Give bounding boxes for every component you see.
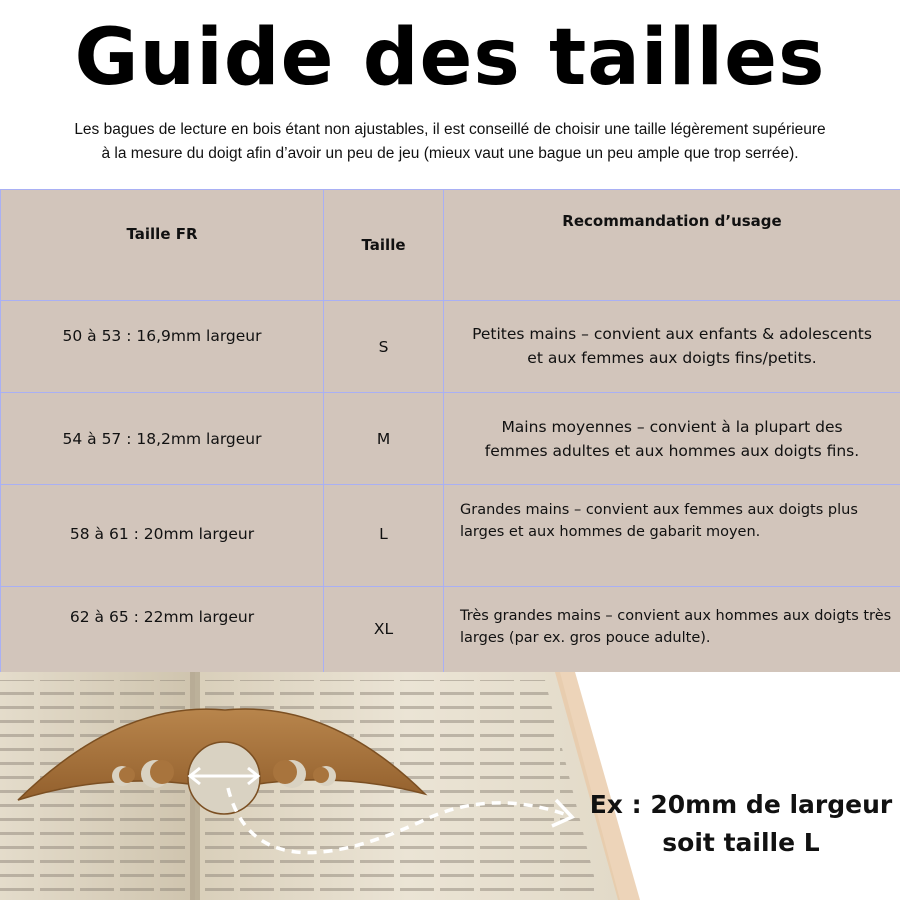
cell-usage xyxy=(444,393,900,485)
example-caption xyxy=(582,786,900,862)
usage-line-2: et aux femmes aux doigts fins/petits. xyxy=(527,349,817,367)
cell-size-fr xyxy=(1,301,324,393)
header-size-fr xyxy=(1,190,324,301)
usage-line-1: Très grandes mains – convient aux hommes aux doigts très xyxy=(460,608,892,624)
intro-line-2: à la mesure du doigt afin d’avoir un peu de jeu (mieux vaut une bague un peu ample que trop serrée). xyxy=(101,145,799,162)
header-size-label: Taille xyxy=(361,236,406,254)
usage-line-1: Grandes mains – convient aux femmes aux doigts plus xyxy=(460,502,858,518)
intro-line-1: Les bagues de lecture en bois étant non ajustables, il est conseillé de choisir une taille légèrement supérieure xyxy=(74,121,826,138)
table-row xyxy=(1,587,900,673)
size-value: XL xyxy=(373,620,394,638)
header-size-fr-label: Taille FR xyxy=(126,225,198,243)
usage-line-2: larges et aux hommes de gabarit moyen. xyxy=(460,524,761,540)
table-row xyxy=(1,301,900,393)
cell-usage xyxy=(444,485,900,587)
page-title: Guide des tailles xyxy=(74,13,826,103)
table-row xyxy=(1,485,900,587)
cell-size-fr xyxy=(1,587,324,673)
cell-size xyxy=(324,301,444,393)
usage-line-1: Mains moyennes – convient à la plupart des xyxy=(501,418,843,436)
usage-line-2: femmes adultes et aux hommes aux doigts fins. xyxy=(484,442,860,460)
cell-usage xyxy=(444,587,900,673)
size-fr-value: 58 à 61 : 20mm largeur xyxy=(69,525,255,543)
cell-size xyxy=(324,587,444,673)
size-fr-value: 50 à 53 : 16,9mm largeur xyxy=(62,327,262,345)
intro-text xyxy=(0,118,900,166)
cell-size-fr xyxy=(1,485,324,587)
cell-size xyxy=(324,485,444,587)
caption-line-2: soit taille L xyxy=(662,828,820,857)
header-size xyxy=(324,190,444,301)
size-fr-value: 54 à 57 : 18,2mm largeur xyxy=(62,430,262,448)
usage-line-1: Petites mains – convient aux enfants & adolescents xyxy=(472,325,872,343)
caption-line-1: Ex : 20mm de largeur xyxy=(589,790,893,819)
size-value: M xyxy=(376,430,391,448)
cell-size-fr xyxy=(1,393,324,485)
size-value: L xyxy=(379,525,388,543)
table-header-row xyxy=(1,190,900,301)
header-usage-label: Recommandation d’usage xyxy=(562,212,782,230)
size-value: S xyxy=(378,338,389,356)
table-row xyxy=(1,393,900,485)
size-fr-value: 62 à 65 : 22mm largeur xyxy=(69,608,255,626)
usage-line-2: larges (par ex. gros pouce adulte). xyxy=(460,630,711,646)
cell-size xyxy=(324,393,444,485)
cell-usage xyxy=(444,301,900,393)
header-usage xyxy=(444,190,900,301)
size-table xyxy=(0,189,900,673)
